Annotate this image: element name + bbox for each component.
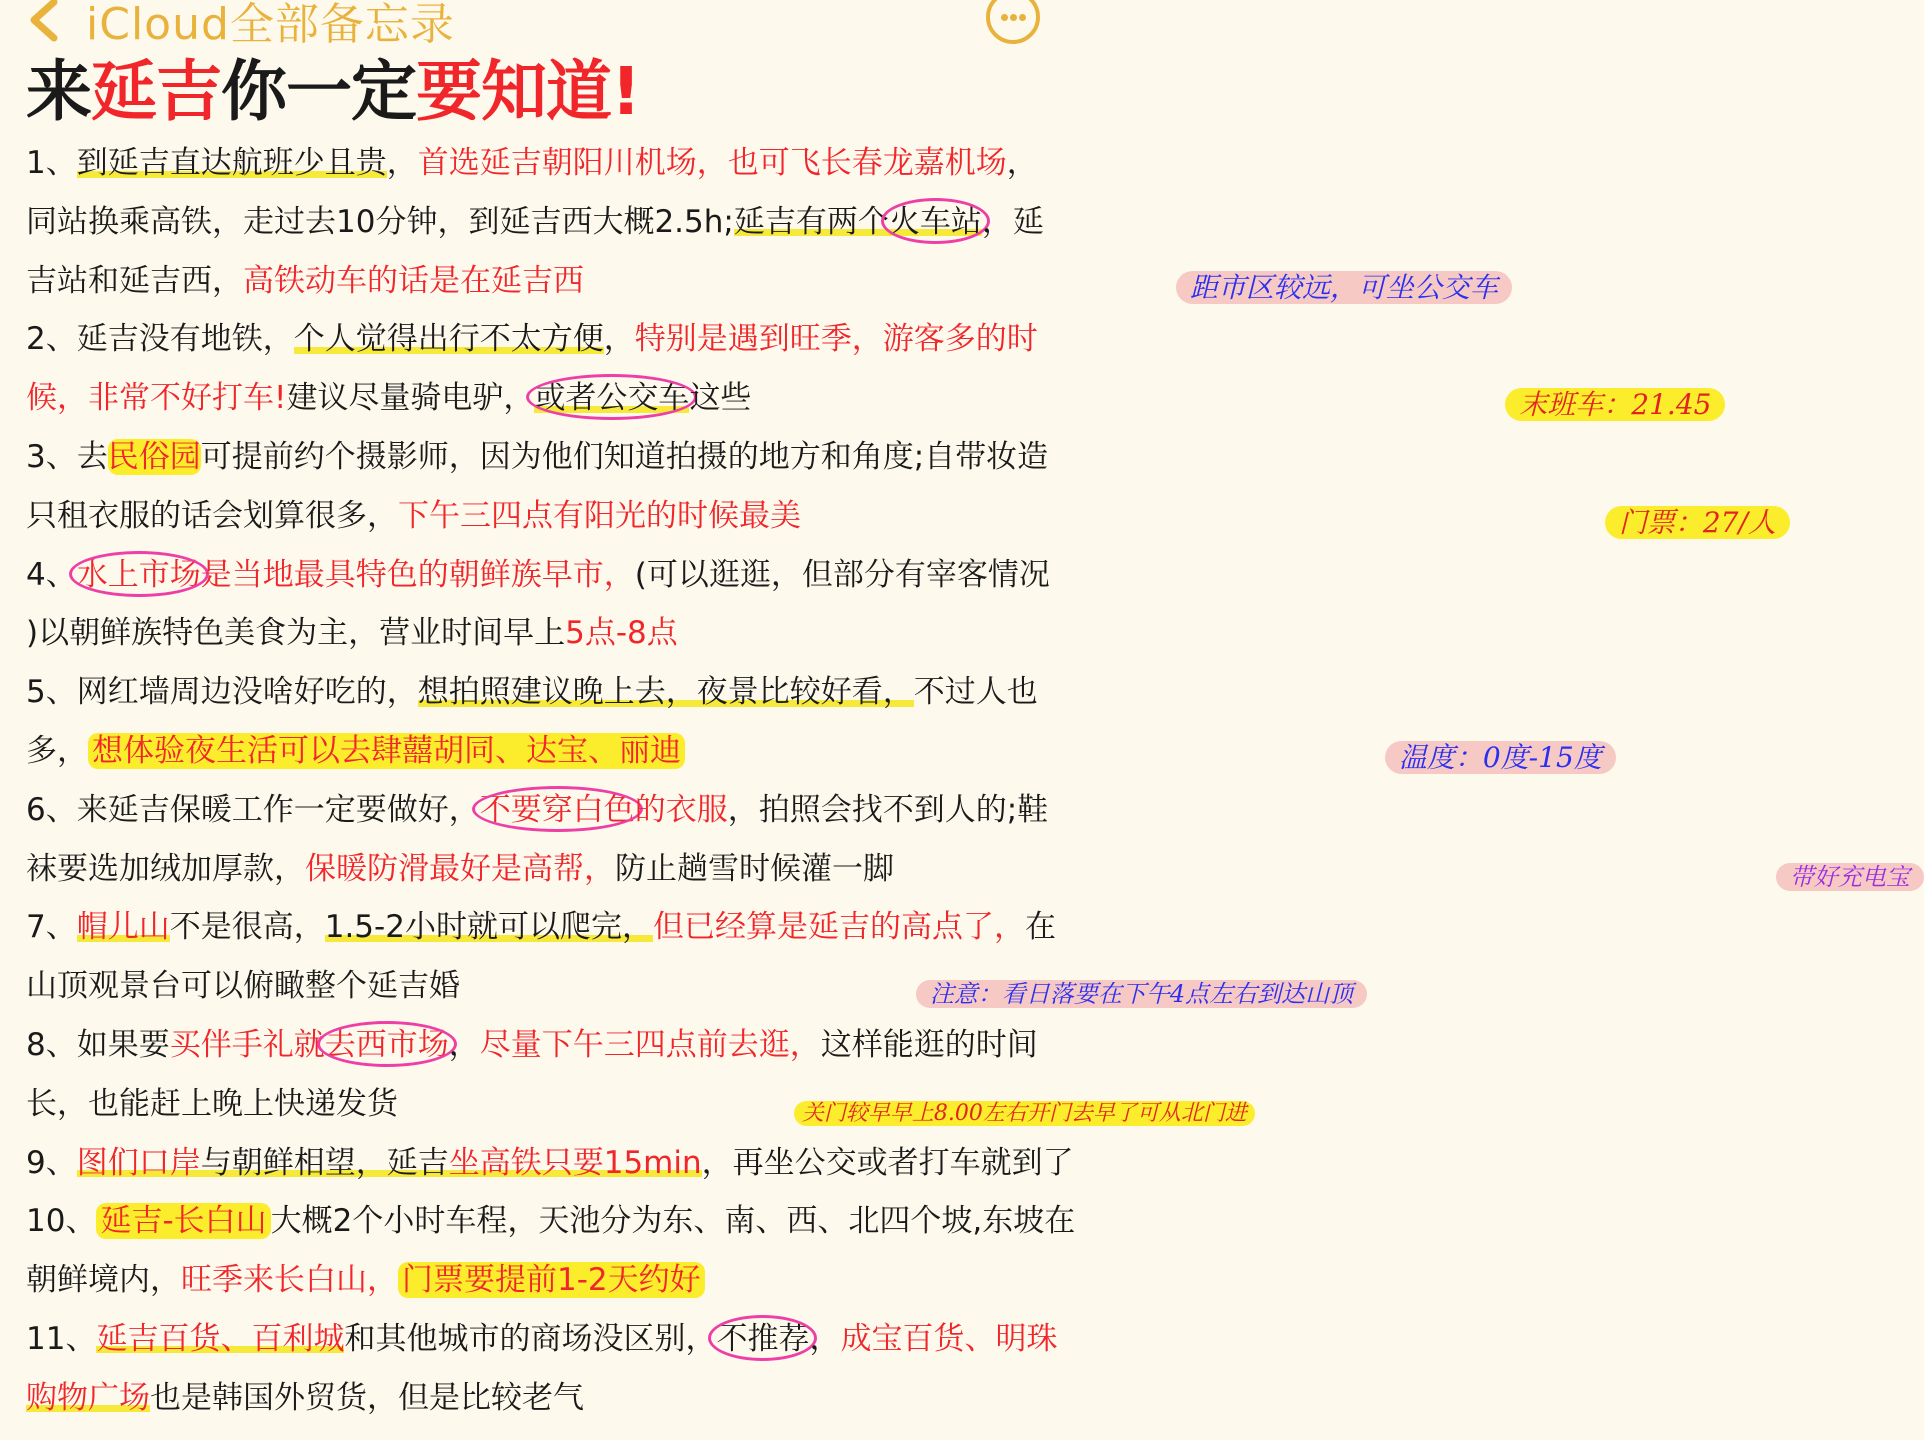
text-underlined: 1.5-2小时就可以爬完， bbox=[324, 909, 653, 946]
text-red: 的衣服 bbox=[634, 791, 728, 828]
text: ， bbox=[809, 1320, 841, 1357]
text-circled: 不推荐 bbox=[716, 1320, 810, 1357]
text-underlined: 帽儿山 bbox=[76, 909, 170, 946]
text: 4、 bbox=[26, 556, 77, 593]
text-red: 特别是遇到旺季，游客多的时 bbox=[634, 321, 1038, 358]
text: ，延 bbox=[981, 203, 1044, 240]
text: ， bbox=[603, 321, 635, 358]
text: 5、网红墙周边没啥好吃的， bbox=[26, 674, 418, 711]
note-line bbox=[26, 840, 1910, 899]
text-underlined: 延吉百货、百利城 bbox=[96, 1320, 345, 1357]
text-underlined: 延吉有两个 bbox=[733, 203, 889, 240]
note-line bbox=[26, 1192, 1076, 1251]
note-line bbox=[26, 1310, 1066, 1369]
text-highlighted: 延吉-长白山 bbox=[96, 1203, 270, 1239]
text-red: 旺季来长白山， bbox=[181, 1262, 398, 1299]
text: 可提前约个摄影师，因为他们知道拍摄的地方和角度;自带妆造 bbox=[200, 438, 1049, 475]
note-line bbox=[26, 722, 1602, 781]
text: 这些 bbox=[689, 380, 752, 417]
text: 1、 bbox=[26, 145, 77, 181]
text-highlighted: 想体验夜生活可以去肆囍胡同、达宝、丽迪 bbox=[88, 733, 685, 769]
text: 长，也能赶上晚上快递发货 bbox=[26, 1085, 398, 1122]
text: 防止趟雪时候灌一脚 bbox=[615, 850, 894, 887]
note-line bbox=[26, 781, 1066, 840]
title-part: 来 bbox=[26, 53, 91, 130]
text: 7、 bbox=[26, 909, 77, 946]
text: 多， bbox=[26, 732, 88, 769]
annotation-note: 末班车：21.45 bbox=[1505, 388, 1725, 421]
title-part-red: ! bbox=[611, 53, 641, 130]
text-circled: 去西市场 bbox=[324, 1026, 449, 1063]
text-underlined: 到延吉直达航班少且贵 bbox=[76, 145, 387, 181]
text: (可以逛逛，但部分有宰客情况 bbox=[634, 556, 1050, 593]
text: 和其他城市的商场没区别， bbox=[344, 1320, 717, 1357]
annotation-note: 距市区较远，可坐公交车 bbox=[1176, 271, 1512, 304]
text: 6、来延吉保暖工作一定要做好， bbox=[26, 791, 480, 828]
title-part: 你一定 bbox=[221, 53, 416, 130]
text: 11、 bbox=[26, 1320, 97, 1357]
note-line bbox=[26, 1369, 1066, 1428]
text-circled: 或者公交车 bbox=[534, 380, 690, 417]
text: 在 bbox=[1024, 909, 1056, 946]
text-underlined: 与朝鲜相望，延吉 bbox=[200, 1144, 449, 1181]
text-red: 成宝百货、明珠 bbox=[840, 1320, 1058, 1357]
text-red: 但已经算是延吉的高点了， bbox=[652, 909, 1025, 946]
text-red: 是当地最具特色的朝鲜族早市， bbox=[200, 556, 635, 593]
chevron-left-icon[interactable] bbox=[24, 0, 64, 42]
text-highlighted: 民俗园 bbox=[107, 438, 201, 475]
note-line bbox=[26, 193, 1066, 252]
text-underlined: 个人觉得出行不太方便 bbox=[293, 321, 604, 358]
text-underlined: 图们口岸 bbox=[76, 1144, 201, 1181]
text: 9、 bbox=[26, 1144, 77, 1181]
note-line bbox=[26, 252, 1498, 311]
text: 10、 bbox=[26, 1203, 97, 1240]
text: 8、如果要 bbox=[26, 1026, 170, 1063]
text-underlined: 购物广场 bbox=[26, 1379, 150, 1416]
ellipsis-circle-icon[interactable] bbox=[986, 0, 1040, 44]
text-red: 保暖防滑最好是高帮， bbox=[305, 850, 615, 887]
title-part-red: 要知道 bbox=[416, 53, 611, 130]
text: 朝鲜境内， bbox=[26, 1262, 181, 1299]
text: 只租衣服的话会划算很多， bbox=[26, 497, 398, 534]
title-part-red: 延吉 bbox=[91, 53, 221, 130]
annotation-note: 带好充电宝 bbox=[1776, 863, 1924, 891]
note-line bbox=[26, 898, 1066, 957]
text: 不是很高， bbox=[169, 909, 325, 946]
note-line bbox=[26, 487, 1776, 546]
text: ， bbox=[386, 145, 418, 181]
annotation-note: 温度：0度-15度 bbox=[1385, 741, 1616, 774]
text: 不过人也 bbox=[913, 674, 1038, 711]
nav-bar bbox=[0, 0, 1080, 48]
text: 大概2个小时车程，天池分为东、南、西、北四个坡,东坡在 bbox=[270, 1203, 1076, 1240]
note-line bbox=[26, 134, 1066, 193]
text: 3、去 bbox=[26, 438, 108, 475]
note-line bbox=[26, 604, 1066, 663]
text: 建议尽量骑电驴， bbox=[286, 380, 535, 417]
text-red: 首选延吉朝阳川机场，也可飞长春龙嘉机场 bbox=[417, 145, 1007, 181]
text: ， bbox=[448, 1026, 480, 1063]
note-line bbox=[26, 546, 1066, 605]
text: 同站换乘高铁，走过去10分钟，到延吉西大概2.5h; bbox=[26, 203, 734, 240]
text-red: 5点-8点 bbox=[565, 615, 678, 652]
annotation-note: 注意：看日落要在下午4点左右到达山顶 bbox=[916, 980, 1367, 1008]
text-highlighted: 门票要提前1-2天约好 bbox=[398, 1262, 705, 1298]
note-line bbox=[26, 1075, 1247, 1134]
back-button-label[interactable]: iCloud全部备忘录 bbox=[86, 0, 455, 50]
note-line bbox=[26, 663, 1066, 722]
note-line bbox=[26, 369, 1712, 428]
note-line bbox=[26, 1016, 1066, 1075]
text-red: 高铁动车的话是在延吉西 bbox=[243, 262, 584, 299]
text: 袜要选加绒加厚款， bbox=[26, 850, 305, 887]
text-circled: 水上市场 bbox=[76, 556, 201, 593]
text-underlined: 想拍照建议晚上去，夜景比较好看， bbox=[417, 674, 914, 711]
text: 吉站和延吉西， bbox=[26, 262, 243, 299]
text-red: 候，非常不好打车! bbox=[26, 380, 287, 417]
note-title bbox=[26, 54, 640, 130]
text: ，再坐公交或者打车就到了 bbox=[701, 1144, 1074, 1181]
text: )以朝鲜族特色美食为主，营业时间早上 bbox=[26, 615, 566, 652]
note-line bbox=[26, 310, 1066, 369]
text-red: 买伴手礼就 bbox=[169, 1026, 325, 1063]
text: ， bbox=[1006, 145, 1038, 181]
note-line bbox=[26, 1134, 1074, 1193]
text-red: 下午三四点有阳光的时候最美 bbox=[398, 497, 801, 534]
text-underlined: 坐高铁只要15min bbox=[448, 1144, 702, 1181]
text-circled: 不要穿白色 bbox=[479, 791, 635, 828]
text: 这样能逛的时间 bbox=[820, 1026, 1038, 1063]
note-line bbox=[26, 957, 1354, 1016]
annotation-note: 关门较早早上8.00左右开门去早了可从北门进 bbox=[794, 1101, 1255, 1126]
text: 2、延吉没有地铁， bbox=[26, 321, 294, 358]
text: 也是韩国外贸货，但是比较老气 bbox=[150, 1379, 584, 1416]
text: ，拍照会找不到人的;鞋 bbox=[727, 791, 1049, 828]
note-line bbox=[26, 428, 1066, 487]
note-line bbox=[26, 1251, 1066, 1310]
text-circled: 火车站 bbox=[888, 203, 982, 240]
note-body[interactable] bbox=[26, 134, 1910, 1428]
text-red: 尽量下午三四点前去逛， bbox=[479, 1026, 821, 1063]
text: 山顶观景台可以俯瞰整个延吉婚 bbox=[26, 968, 460, 1005]
annotation-note: 门票：27/人 bbox=[1605, 506, 1790, 539]
